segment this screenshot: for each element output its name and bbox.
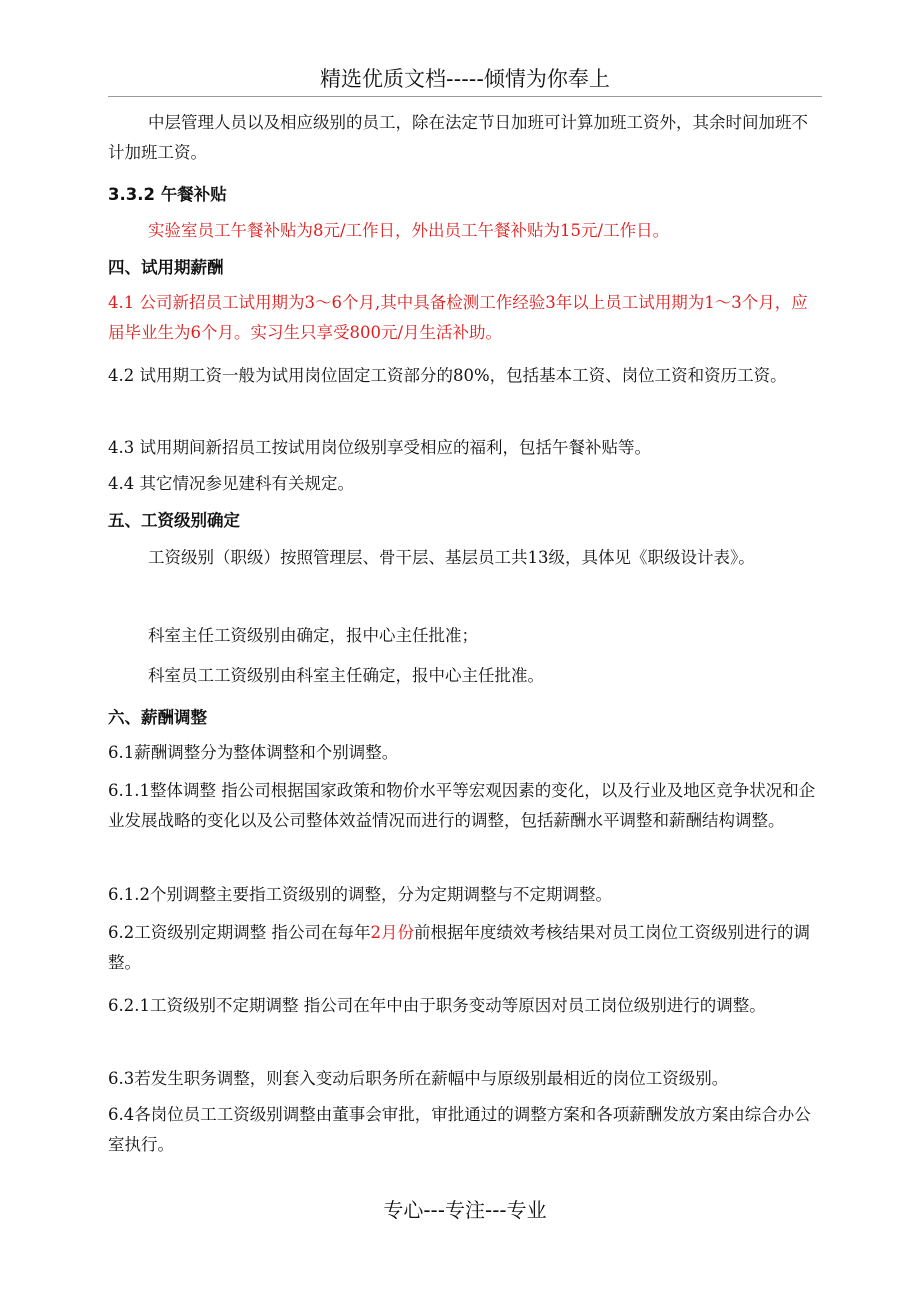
paragraph-4-4: 4.4 其它情况参见建科有关规定。 [108, 474, 354, 493]
paragraph-overtime: 中层管理人员以及相应级别的员工，除在法定节日加班可计算加班工资外，其余时间加班不计加班工资。 [108, 113, 808, 162]
paragraph-6-1-2: 6.1.2个别调整主要指工资级别的调整，分为定期调整与不定期调整。 [108, 885, 612, 904]
paragraph-4-3: 4.3 试用期间新招员工按试用岗位级别享受相应的福利，包括午餐补贴等。 [108, 438, 651, 457]
section-heading-lunch-subsidy: 3.3.2 午餐补贴 [108, 185, 227, 204]
paragraph-6-1-1: 6.1.1整体调整 指公司根据国家政策和物价水平等宏观因素的变化，以及行业及地区竞争状况和企业发展战略的变化以及公司整体效益情况而进行的调整，包括薪酬水平调整和薪酬结构调整。 [108, 781, 816, 830]
paragraph-lunch-subsidy: 实验室员工午餐补贴为8元/工作日，外出员工午餐补贴为15元/工作日。 [148, 221, 670, 240]
paragraph-6-2-start: 6.2工资级别定期调整 指公司在每年 [108, 923, 371, 942]
paragraph-6-1: 6.1薪酬调整分为整体调整和个别调整。 [108, 743, 399, 762]
section-heading-salary-adjustment: 六、薪酬调整 [108, 708, 207, 727]
paragraph-4-1: 4.1 公司新招员工试用期为3～6个月,其中具备检测工作经验3年以上员工试用期为1～3个月，应届毕业生为6个月。实习生只享受800元/月生活补助。 [108, 293, 808, 342]
paragraph-6-2-month: 2月份 [370, 923, 414, 942]
paragraph-4-2: 4.2 试用期工资一般为试用岗位固定工资部分的80%，包括基本工资、岗位工资和资历工资。 [108, 366, 787, 385]
paragraph-6-2-end: 前根据年度绩效考核结果对员工岗位工资级别进行的调整。 [108, 923, 810, 972]
page-header: 精选优质文档-----倾情为你奉上 [320, 67, 610, 91]
page-footer: 专心---专注---专业 [383, 1198, 547, 1222]
paragraph-5-staff: 科室员工工资级别由科室主任确定，报中心主任批准。 [148, 666, 544, 685]
paragraph-6-3: 6.3若发生职务调整，则套入变动后职务所在薪幅中与原级别最相近的岗位工资级别。 [108, 1069, 729, 1088]
section-heading-salary-level: 五、工资级别确定 [108, 511, 240, 530]
paragraph-6-4: 6.4各岗位员工工资级别调整由董事会审批，审批通过的调整方案和各项薪酬发放方案由综合办公室执行。 [108, 1105, 811, 1154]
paragraph-5-director: 科室主任工资级别由确定，报中心主任批准； [148, 626, 478, 645]
paragraph-6-2-1: 6.2.1工资级别不定期调整 指公司在年中由于职务变动等原因对员工岗位级别进行的调整。 [108, 996, 766, 1015]
paragraph-6-2 [108, 918, 822, 978]
section-heading-probation-pay: 四、试用期薪酬 [108, 258, 224, 277]
header-divider [108, 96, 822, 97]
paragraph-5-levels: 工资级别（职级）按照管理层、骨干层、基层员工共13级，具体见《职级设计表》。 [148, 548, 755, 567]
